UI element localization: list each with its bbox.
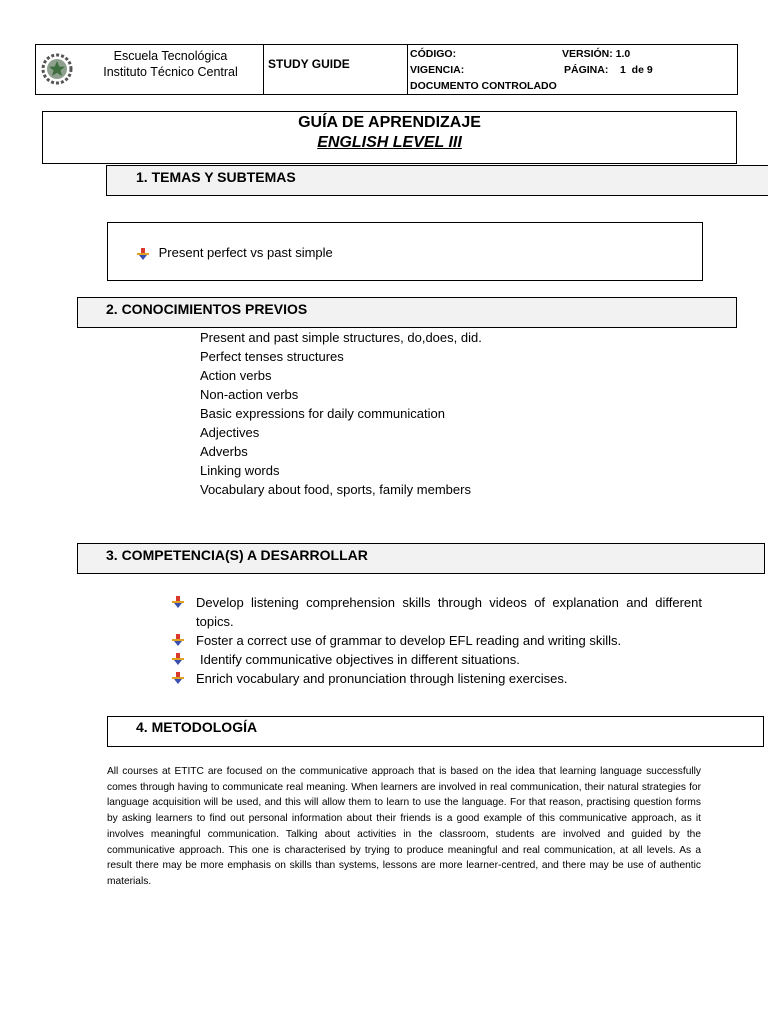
version-label: VERSIÓN: 1.0: [562, 48, 631, 60]
arrow-bullet-icon: [172, 672, 184, 684]
arrow-bullet-icon: [172, 634, 184, 646]
document-header: [35, 44, 738, 95]
vigencia-label: VIGENCIA:: [410, 64, 465, 76]
guide-title: GUÍA DE APRENDIZAJE: [298, 114, 481, 131]
competencies-list: [172, 593, 702, 688]
arrow-bullet-icon: [137, 248, 149, 260]
list-item: Perfect tenses structures: [200, 349, 344, 364]
topics-box: [107, 222, 703, 281]
list-item: Action verbs: [200, 368, 272, 383]
competency-text: Identify communicative objectives in different situations.: [200, 652, 520, 667]
list-item: Adjectives: [200, 425, 260, 440]
school-logo-icon: [40, 52, 74, 86]
arrow-bullet-icon: [172, 596, 184, 608]
list-item: [172, 650, 702, 669]
list-item: [172, 631, 702, 650]
topic-text: Present perfect vs past simple: [158, 245, 333, 260]
list-item: Non-action verbs: [200, 387, 299, 402]
prior-knowledge-list: [200, 328, 482, 499]
competency-text: Develop listening comprehension skills through videos of explanation and different topics.: [196, 595, 702, 629]
list-item: Linking words: [200, 463, 280, 478]
list-item: [172, 669, 702, 688]
section-4-header: [107, 716, 764, 747]
section-1-title: 1. TEMAS Y SUBTEMAS: [136, 169, 296, 185]
header-school-cell: [36, 45, 264, 94]
list-item: Adverbs: [200, 444, 248, 459]
competency-text: Foster a correct use of grammar to develop EFL reading and writing skills.: [196, 633, 622, 648]
arrow-bullet-icon: [172, 653, 184, 665]
section-2-title: 2. CONOCIMIENTOS PREVIOS: [106, 301, 308, 317]
topic-item: [137, 243, 333, 262]
title-box: [42, 111, 737, 164]
section-2-header: [77, 297, 737, 328]
list-item: Vocabulary about food, sports, family members: [200, 482, 471, 497]
doc-type-label: STUDY GUIDE: [268, 57, 350, 71]
controlled-doc-label: DOCUMENTO CONTROLADO: [410, 80, 557, 92]
list-item: [172, 593, 702, 631]
codigo-label: CÓDIGO:: [410, 48, 457, 60]
section-3-header: [77, 543, 765, 574]
list-item: Present and past simple structures, do,does, did.: [200, 330, 482, 345]
header-control-cell: [408, 45, 737, 94]
school-name-line2: Instituto Técnico Central: [103, 65, 238, 79]
school-name-line1: Escuela Tecnológica: [113, 49, 228, 63]
course-level-title: ENGLISH LEVEL III: [317, 134, 462, 151]
list-item: Basic expressions for daily communication: [200, 406, 445, 421]
section-1-header: [106, 165, 768, 196]
pagina-label: PÁGINA: 1 de 9: [564, 64, 653, 76]
methodology-paragraph: All courses at ETITC are focused on the communicative approach that is based on the idea that learning language successfully comes through having to communicate real meaning. When learners are involved in real communication, their natural strategies for language acquisition will be used, and this will allow them to learn to use the language. For that reason, practising question forms by asking learners to find out personal information about their friends is a good example of this communicative approach, as it involves meaningful communication. Talking about activities in the classroom, students are involved and guided by the communicative approach. This one is characterised by trying to produce meaningful and real communication, at all levels. As a result there may be more emphasis on skills than systems, lessons are more learner-centred, and there may be use of authentic materials.: [107, 766, 701, 887]
competency-text: Enrich vocabulary and pronunciation through listening exercises.: [196, 671, 568, 686]
header-doctype-cell: [263, 45, 408, 94]
section-4-title: 4. METODOLOGÍA: [136, 719, 258, 735]
section-3-title: 3. COMPETENCIA(S) A DESARROLLAR: [106, 547, 368, 563]
